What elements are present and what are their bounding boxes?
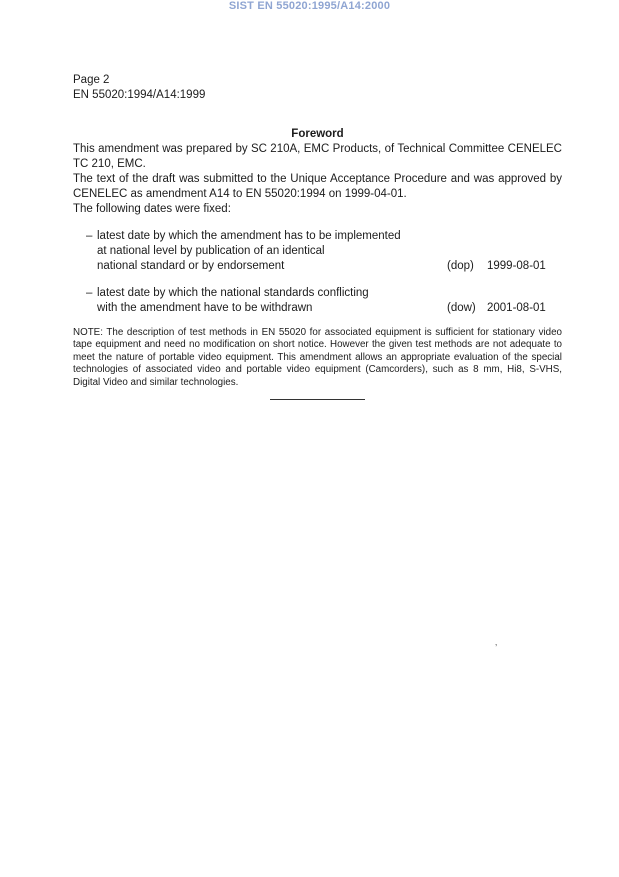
paragraph-3: The following dates were fixed:	[73, 203, 231, 215]
dash-bullet: –	[86, 287, 93, 299]
date-abbr: (dow)	[447, 302, 476, 314]
date-date: 2001-08-01	[487, 302, 546, 314]
date-text-line: latest date by which the amendment has to be implemented	[97, 230, 401, 242]
separator-line	[270, 399, 365, 400]
document-reference: EN 55020:1994/A14:1999	[73, 89, 206, 101]
paragraph-1: This amendment was prepared by SC 210A, EMC Products, of Technical Committee CENELEC TC 210, EMC.	[73, 143, 562, 170]
page-content	[73, 73, 562, 400]
note-paragraph: NOTE: The description of test methods in EN 55020 for associated equipment is sufficient for stationary video tape equipment and need no modification on short notice. However the given test methods are not adequate to meet the nature of portable video equipment. This amendment allows an appropriate evaluation of the special technologies of associated video and portable video equipment (Camcorders), such as 8 mm, Hi8, S-VHS, Digital Video and similar technologies.	[73, 327, 562, 388]
date-value-dow	[447, 301, 546, 316]
date-text-line: national standard or by endorsement	[97, 260, 285, 272]
page-info	[73, 73, 562, 103]
date-text-line: latest date by which the national standards conflicting	[97, 287, 369, 299]
date-item-dow	[73, 286, 562, 316]
date-value-dop	[447, 259, 546, 274]
date-date: 1999-08-01	[487, 260, 546, 272]
dash-bullet: –	[86, 230, 93, 242]
paragraph-2: The text of the draft was submitted to the Unique Acceptance Procedure and was approved by CENELEC as amendment A14 to EN 55020:1994 on 1999-04-01.	[73, 173, 562, 200]
standard-watermark: SIST EN 55020:1995/A14:2000	[228, 0, 391, 12]
date-text-line: with the amendment have to be withdrawn	[97, 302, 313, 314]
date-abbr: (dop)	[447, 260, 474, 272]
date-text-line: at national level by publication of an identical	[97, 245, 325, 257]
stray-mark: ’	[495, 643, 498, 654]
date-item-dop	[73, 229, 562, 274]
foreword-heading: Foreword	[291, 128, 344, 140]
page-number: Page 2	[73, 74, 110, 86]
